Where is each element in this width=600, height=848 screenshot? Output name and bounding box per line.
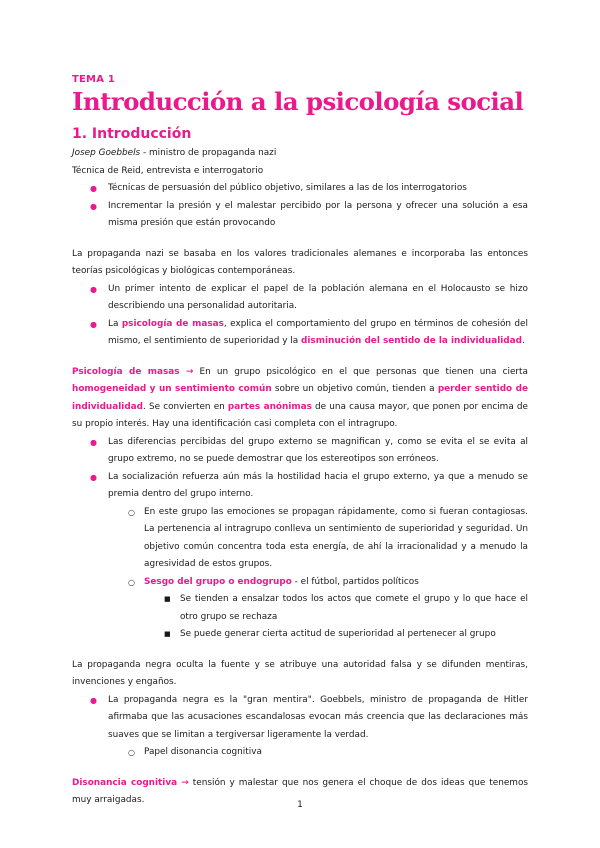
negra-list (72, 692, 528, 762)
list-item: ● Las diferencias percibidas del grupo externo se magnifican y, como se evita el se evita al grupo extremo, no se puede demostrar que los estereotipos son erróneos. (72, 434, 528, 469)
masas-list (72, 434, 528, 644)
highlight-term: partes anónimas (227, 401, 312, 412)
list-item: ○ En este grupo las emociones se propagan rápidamente, como si fueran contagiosas. La pertenencia al intragrupo conlleva un sentimiento de superioridad y seguridad. Un objetivo común concentra toda esta energía, de ahí la irracionalidad y a menudo la agresividad de estos grupos. (72, 504, 528, 574)
list-item: ● Un primer intento de explicar el papel de la población alemana en el Holocausto se hizo describiendo una personalidad autoritaria. (72, 281, 528, 316)
highlight-term: homogeneidad y un sentimiento común (72, 384, 272, 394)
list-item: ○ Papel disonancia cognitiva (72, 744, 528, 762)
page-number: 1 (297, 800, 303, 810)
list-item: ● Incrementar la presión y el malestar percibido por la persona y ofrecer una solución a esa misma presión que están provocando (72, 198, 528, 233)
circle-bullet-icon: ○ (128, 748, 135, 757)
highlight-term: Sesgo del grupo o endogrupo (144, 576, 292, 587)
chapter-label: TEMA 1 (72, 74, 115, 85)
definition-term: Disonancia cognitiva → (72, 777, 189, 788)
page-title: Introducción a la psicología social (72, 87, 524, 116)
disonancia-paragraph: Disonancia cognitiva → tensión y malestar que nos genera el choque de dos ideas que tenemos muy arraigadas. (72, 777, 528, 805)
list-item: ● La psicología de masas, explica el comportamiento del grupo en términos de cohesión del mismo, el sentimiento de superioridad y la disminución del sentido de la individualidad. (72, 316, 528, 351)
bullet-icon: ● (90, 437, 97, 447)
list-item: ○ Sesgo del grupo o endogrupo - el fútbol, partidos políticos (72, 574, 528, 592)
masas-paragraph: Psicología de masas → En un grupo psicológico en el que personas que tienen una cierta homogeneidad y un sentimiento común sobre un objetivo común, tienden a perder sentido de individualidad. Se convierten en partes anónimas de una causa mayor, que ponen por encima de su propio interés. Hay una identificación casi completa con el intragrupo. (72, 366, 528, 429)
square-bullet-icon: ■ (164, 595, 171, 603)
page-content (72, 74, 528, 810)
technique-list (72, 180, 528, 233)
list-item: ● Técnicas de persuasión del público objetivo, similares a las de los interrogatorios (72, 180, 528, 198)
square-bullet-icon: ■ (164, 630, 171, 638)
list-item: ● La socialización refuerza aún más la hostilidad hacia el grupo externo, ya que a menudo se premia dentro del grupo interno. (72, 469, 528, 504)
propaganda-list (72, 281, 528, 351)
definition-term: Psicología de masas → (72, 366, 194, 377)
list-item: ■ Se puede generar cierta actitud de superioridad al pertenecer al grupo (72, 626, 528, 644)
bullet-icon: ● (90, 201, 97, 211)
bullet-icon: ● (90, 284, 97, 294)
highlight-term: perder sentido de individualidad (72, 384, 528, 412)
highlight-term: disminución del sentido de la individualidad (301, 336, 522, 346)
bullet-icon: ● (90, 184, 97, 193)
technique-line: Técnica de Reid, entrevista e interrogatorio (72, 165, 264, 176)
highlight-term: psicología de masas (121, 318, 224, 329)
intro-rest: - ministro de propaganda nazi (140, 148, 277, 158)
list-item: ■ Se tienden a ensalzar todos los actos que comete el grupo y lo que hace el otro grupo se rechaza (72, 591, 528, 626)
list-item: ● La propaganda negra es la "gran mentira". Goebbels, ministro de propaganda de Hitler afirmaba que las acusaciones escandalosas evocan más creencia que las declaraciones más suaves que se limitan a tergiversar ligeramente la verdad. (72, 692, 528, 745)
bullet-icon: ● (90, 472, 97, 482)
intro-line (72, 145, 528, 163)
negra-paragraph: La propaganda negra oculta la fuente y se atribuye una autoridad falsa y se difunden mentiras, invenciones y engaños. (72, 659, 528, 687)
circle-bullet-icon: ○ (128, 507, 135, 517)
bullet-icon: ● (90, 319, 97, 329)
intro-name: Josep Goebbels (72, 148, 141, 158)
circle-bullet-icon: ○ (128, 577, 135, 587)
propaganda-paragraph: La propaganda nazi se basaba en los valores tradicionales alemanes e incorporaba las entonces teorías psicológicas y biológicas contemporáneas. (72, 248, 528, 276)
bullet-icon: ● (90, 695, 97, 705)
section-heading: 1. Introducción (72, 126, 192, 142)
